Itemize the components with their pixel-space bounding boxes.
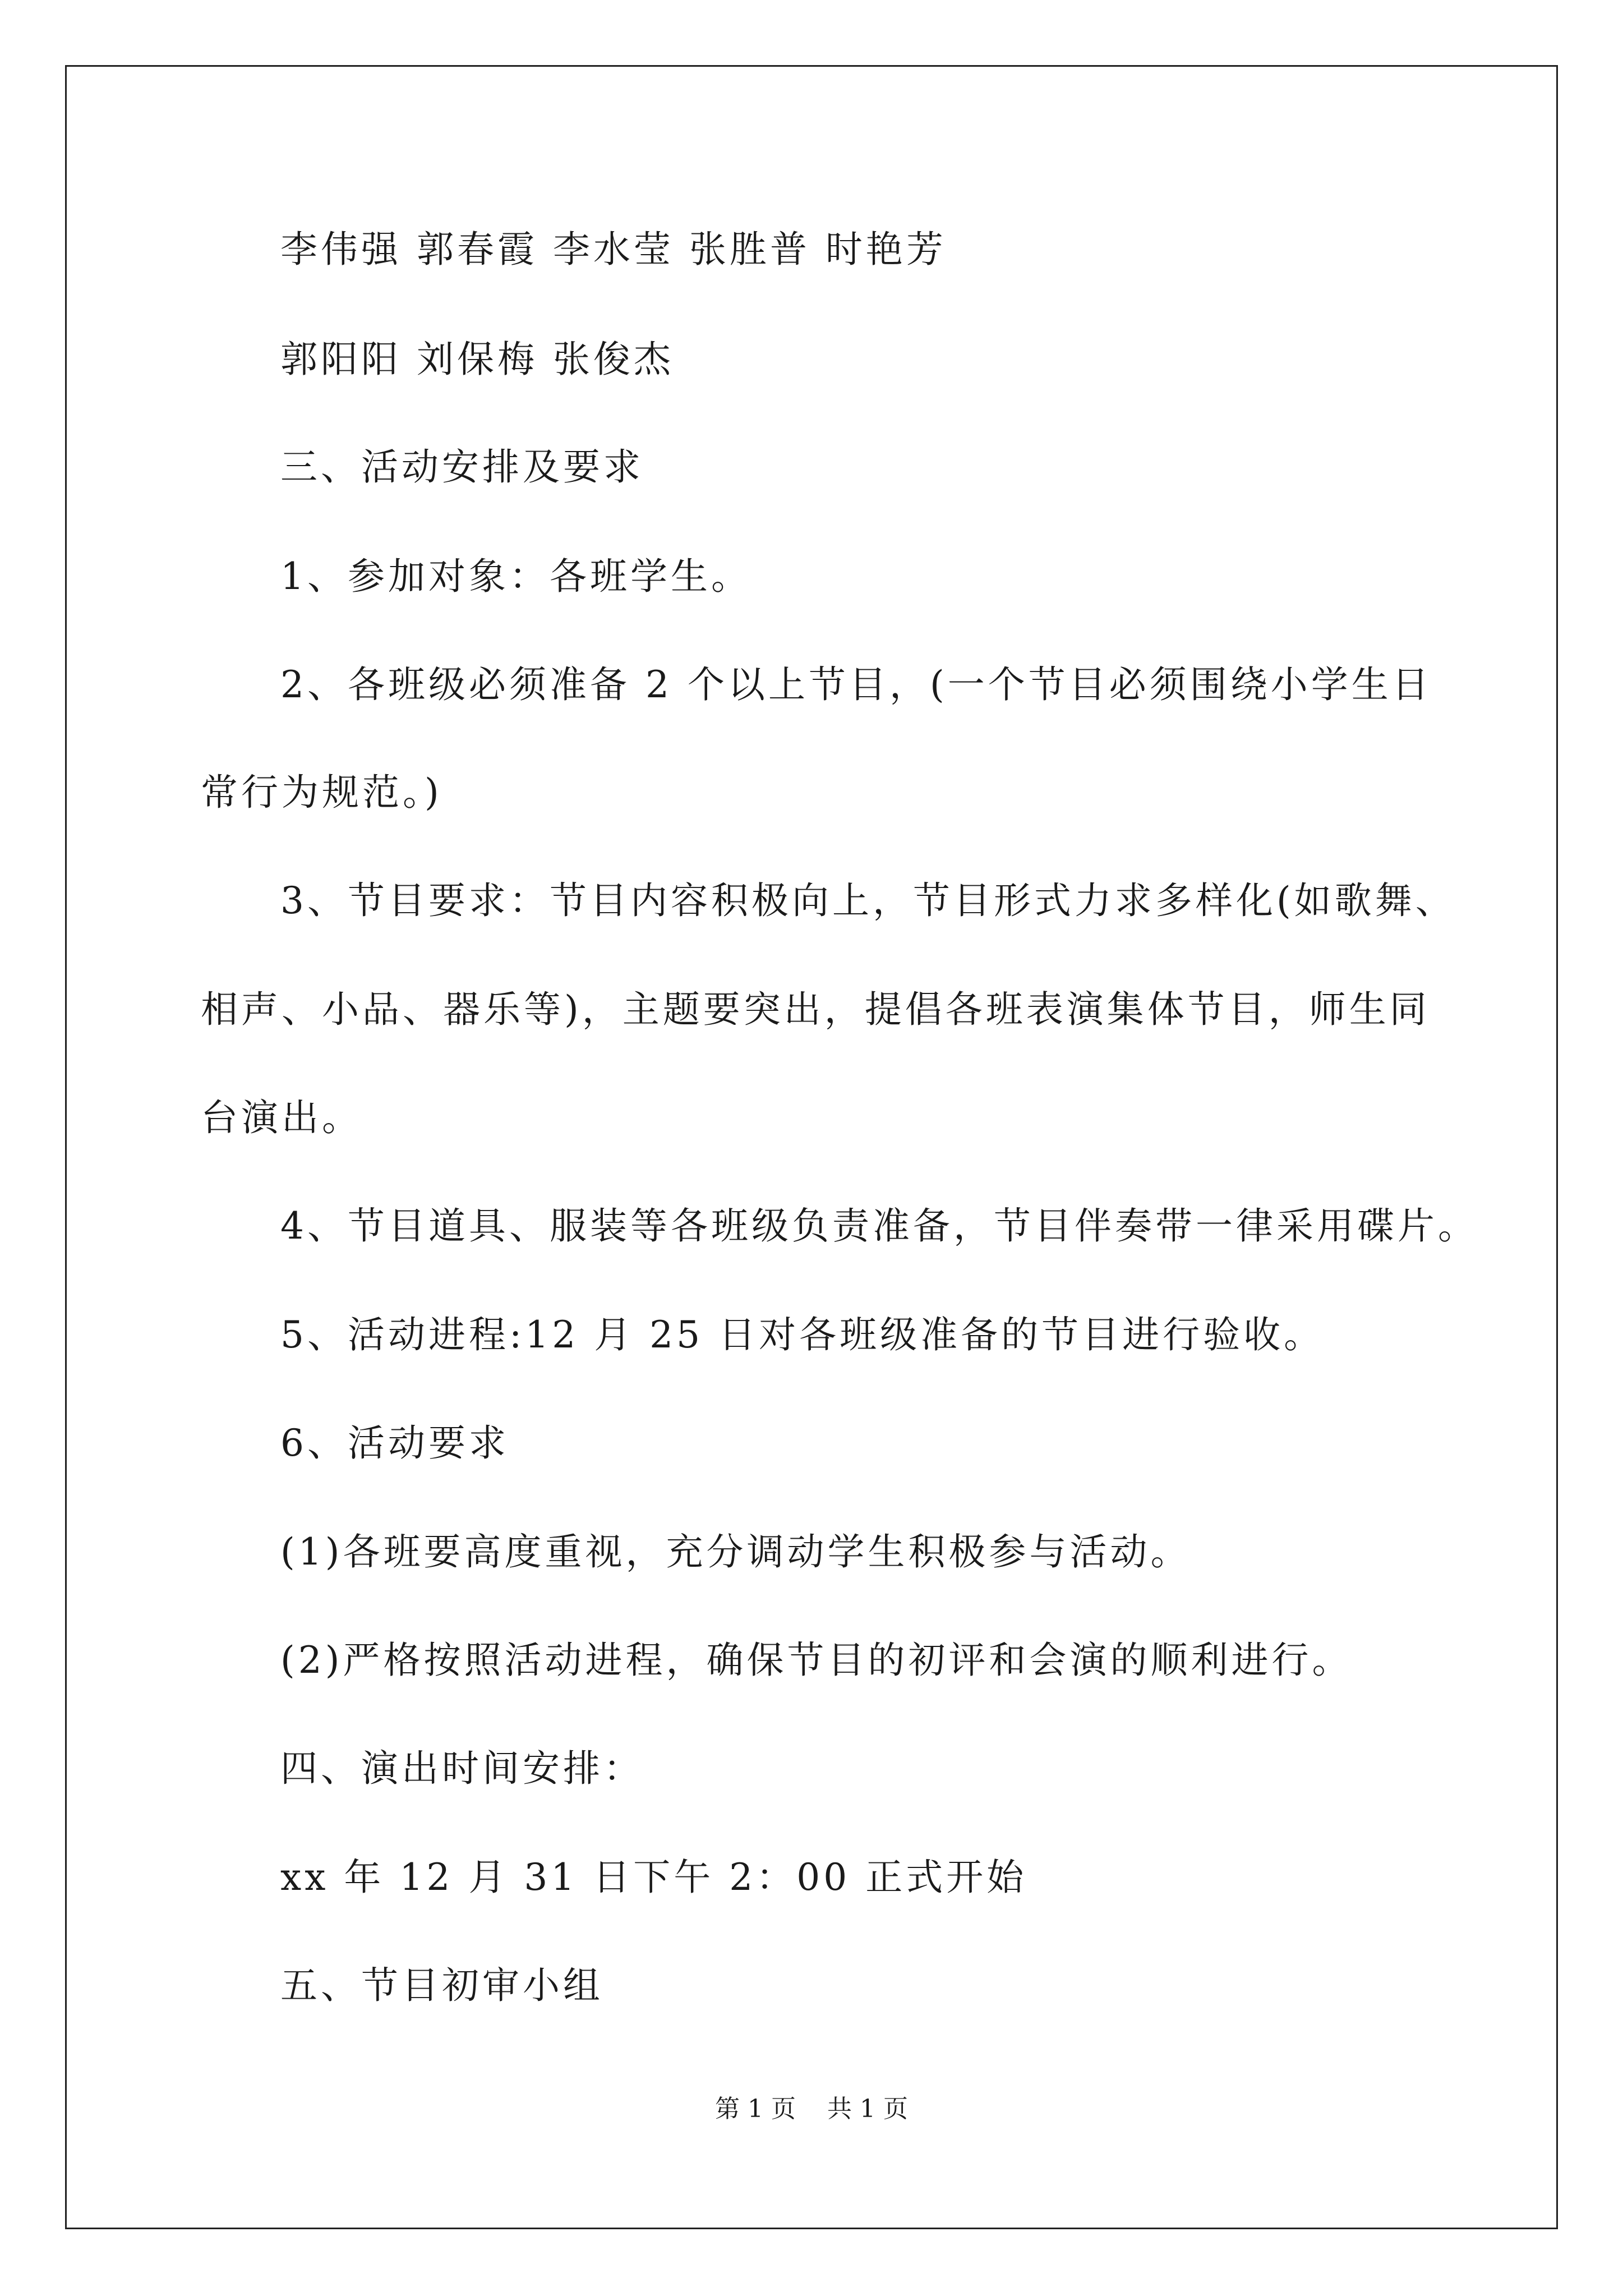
page-total: 共 1 页 (827, 2095, 908, 2123)
text-line: 4、节目道具、服装等各班级负责准备，节目伴奏带一律采用碟片。 (280, 1204, 1478, 1248)
text-line: 台演出。 (201, 1096, 362, 1139)
text-line: 相声、小品、器乐等)，主题要突出，提倡各班表演集体节目，师生同 (201, 988, 1430, 1031)
text-line: xx 年 12 月 31 日下午 2：00 正式开始 (280, 1856, 1027, 1899)
text-line: (2)严格按照活动进程，确保节目的初评和会演的顺利进行。 (280, 1639, 1353, 1682)
text-line: (1)各班要高度重视，充分调动学生积极参与活动。 (280, 1530, 1191, 1573)
text-line: 2、各班级必须准备 2 个以上节目，(一个节目必须围绕小学生日 (280, 663, 1432, 706)
page-number: 第 1 页 (715, 2095, 796, 2123)
page-border (65, 65, 1558, 2229)
text-line: 6、活动要求 (280, 1421, 509, 1465)
section-heading: 五、节目初审小组 (280, 1964, 603, 2007)
text-line: 常行为规范。) (201, 771, 442, 814)
text-line: 3、节目要求：节目内容积极向上，节目形式力求多样化(如歌舞、 (280, 879, 1456, 922)
text-line: 5、活动进程:12 月 25 日对各班级准备的节目进行验收。 (280, 1313, 1325, 1356)
page-footer (0, 2097, 1623, 2122)
text-line: 郭阳阳 刘保梅 张俊杰 (280, 338, 674, 381)
text-line: 李伟强 郭春霞 李水莹 张胜普 时艳芳 (280, 228, 947, 271)
text-line: 1、参加对象：各班学生。 (280, 555, 751, 598)
section-heading: 三、活动安排及要求 (280, 445, 644, 489)
section-heading: 四、演出时间安排： (280, 1747, 644, 1790)
